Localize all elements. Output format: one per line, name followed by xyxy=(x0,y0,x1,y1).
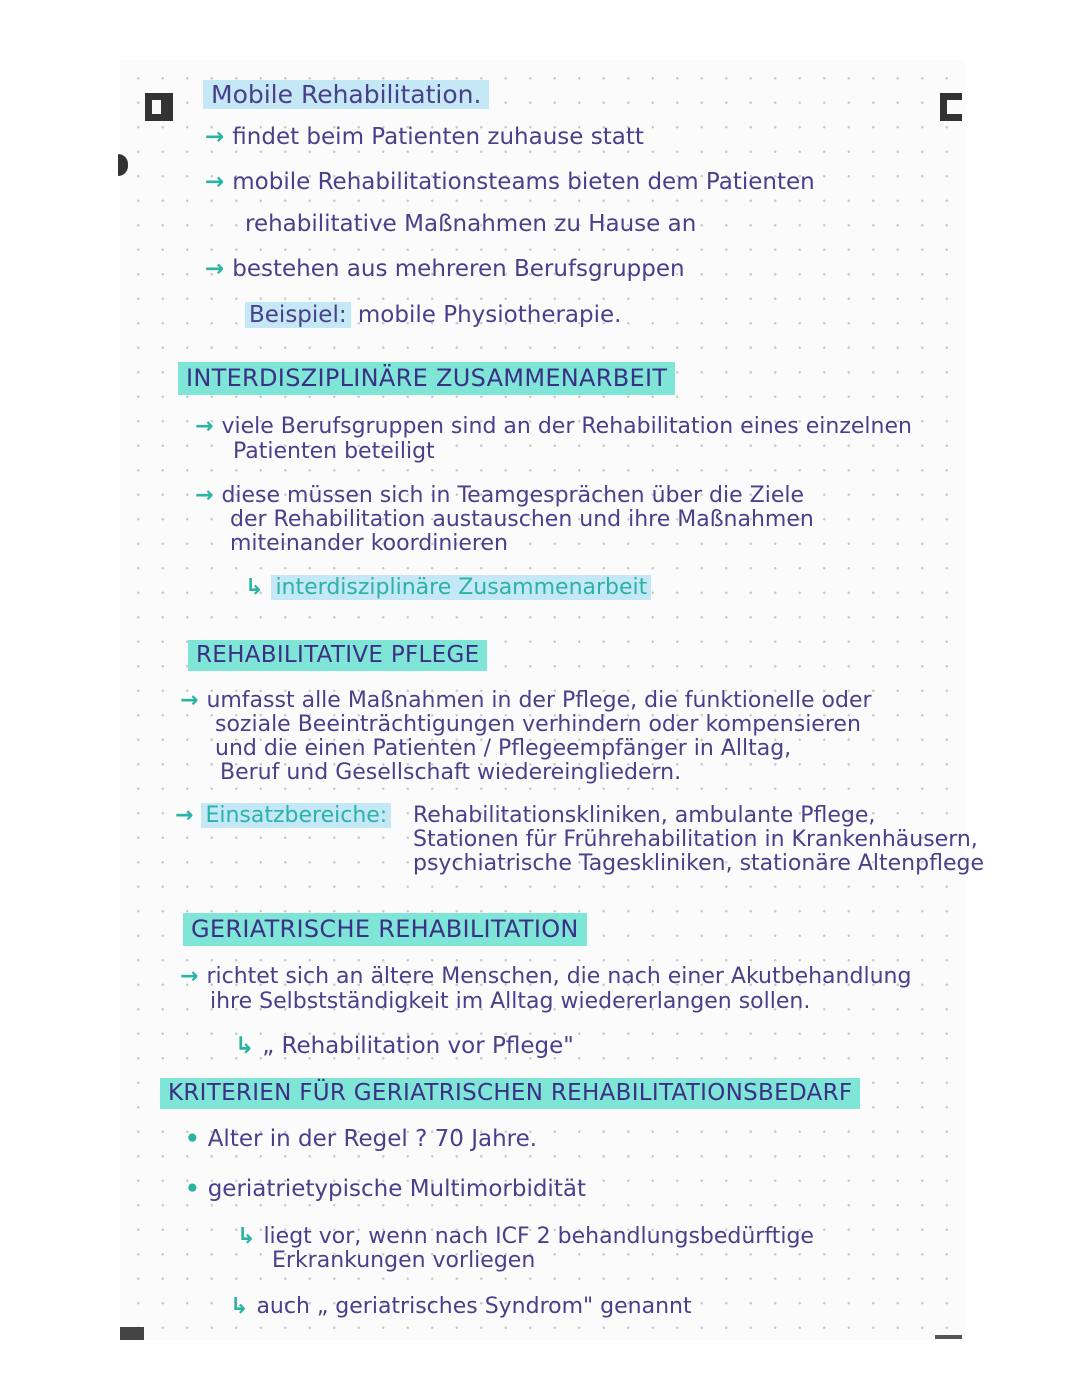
geriatrisch-motto: ↳ „ Rehabilitation vor Pflege" xyxy=(235,1033,574,1059)
arrow-icon: → xyxy=(195,483,214,508)
pflege-einsatz-line-1: Rehabilitationskliniken, ambulante Pflege, xyxy=(413,803,876,828)
pflege-line-4: Beruf und Gesellschaft wiedereingliedern. xyxy=(220,760,682,785)
interdisziplinaer-result: ↳ interdisziplinäre Zusammenarbeit xyxy=(245,577,651,599)
sub-arrow-icon: ↳ xyxy=(235,1033,255,1059)
arrow-icon: → xyxy=(180,964,199,989)
interdisziplinaer-line-3: → diese müssen sich in Teamgesprächen über die Ziele xyxy=(195,483,805,508)
corner-mark xyxy=(120,1327,144,1340)
kriterien-bullet-2: • geriatrietypische Multimorbidität xyxy=(185,1176,586,1202)
arrow-icon: → xyxy=(205,169,225,195)
arrow-icon: → xyxy=(195,414,214,439)
arrow-icon: → xyxy=(205,124,225,150)
corner-mark xyxy=(935,1335,962,1339)
arrow-icon: → xyxy=(180,688,199,713)
section-title-mobile: Mobile Rehabilitation. xyxy=(203,82,489,107)
page-tab-icon xyxy=(940,93,962,121)
pflege-einsatz-label: → Einsatzbereiche: xyxy=(175,805,391,827)
mobile-line-1: → findet beim Patienten zuhause statt xyxy=(205,124,644,150)
mobile-line-4: → bestehen aus mehreren Berufsgruppen xyxy=(205,256,685,282)
section-heading-geriatrisch: GERIATRISCHE REHABILITATION xyxy=(183,917,587,941)
section-heading-pflege: REHABILITATIVE PFLEGE xyxy=(188,644,487,667)
page-tab-icon xyxy=(145,93,173,121)
geriatrisch-line-2: ihre Selbstständigkeit im Alltag wiedererlangen sollen. xyxy=(210,989,811,1014)
interdisziplinaer-line-1: → viele Berufsgruppen sind an der Rehabilitation eines einzelnen xyxy=(195,414,912,439)
arrow-icon: → xyxy=(205,256,225,282)
kriterien-bullet-1: • Alter in der Regel ? 70 Jahre. xyxy=(185,1126,538,1152)
pflege-einsatz-line-2: Stationen für Frührehabilitation in Krankenhäusern, xyxy=(413,827,978,852)
kriterien-sub-line-2: Erkrankungen vorliegen xyxy=(272,1248,536,1273)
interdisziplinaer-line-4: der Rehabilitation austauschen und ihre Maßnahmen xyxy=(230,507,814,532)
pflege-einsatz-line-3: psychiatrische Tageskliniken, stationäre Altenpflege xyxy=(413,851,984,876)
pflege-line-2: soziale Beeinträchtigungen verhindern oder kompensieren xyxy=(215,712,861,737)
bullet-icon: • xyxy=(185,1176,200,1202)
arrow-icon: → xyxy=(175,803,194,828)
sub-arrow-icon: ↳ xyxy=(245,575,264,600)
pflege-line-3: und die einen Patienten / Pflegeempfänger in Alltag, xyxy=(215,736,792,761)
kriterien-sub-line-3: ↳ auch „ geriatrisches Syndrom" genannt xyxy=(230,1294,692,1319)
pflege-line-1: → umfasst alle Maßnahmen in der Pflege, die funktionelle oder xyxy=(180,688,872,713)
interdisziplinaer-line-2: Patienten beteiligt xyxy=(233,439,435,464)
bullet-icon: • xyxy=(185,1126,200,1152)
kriterien-sub-line-1: ↳ liegt vor, wenn nach ICF 2 behandlungsbedürftige xyxy=(237,1224,814,1249)
sub-arrow-icon: ↳ xyxy=(230,1294,249,1319)
section-heading-kriterien: KRITERIEN FÜR GERIATRISCHEN REHABILITATIONSBEDARF xyxy=(160,1082,860,1105)
mobile-line-3: rehabilitative Maßnahmen zu Hause an xyxy=(245,211,697,237)
interdisziplinaer-line-5: miteinander koordinieren xyxy=(230,531,508,556)
mobile-example: Beispiel: mobile Physiotherapie. xyxy=(245,304,621,327)
geriatrisch-line-1: → richtet sich an ältere Menschen, die nach einer Akutbehandlung xyxy=(180,964,912,989)
sub-arrow-icon: ↳ xyxy=(237,1224,256,1249)
section-heading-interdisziplinaer: INTERDISZIPLINÄRE ZUSAMMENARBEIT xyxy=(178,366,675,390)
mobile-line-2: → mobile Rehabilitationsteams bieten dem Patienten xyxy=(205,169,815,195)
